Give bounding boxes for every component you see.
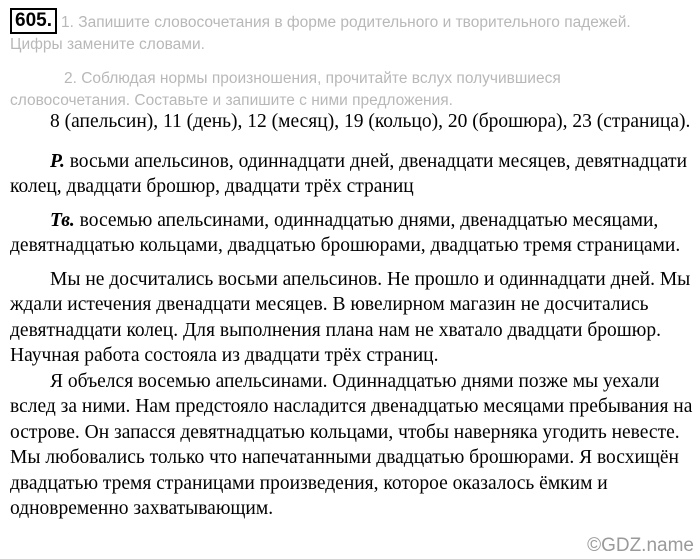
task-instruction-2: 2. Соблюдая нормы произношения, прочитайте вслух получившиеся словосочетания. Составьте и запишите с ними предложения. [10, 70, 561, 109]
instrumental-text: восемью апельсинами, одиннадцатью днями, двенадцатью месяцами, девятнадцатью кольцами, двадцатью брошюрами, двадцатью тремя страницами. [10, 209, 681, 256]
paragraph-genitive-sentences: Мы не досчитались восьми апельсинов. Не прошло и одиннадцати дней. Мы ждали истечения двенадцати месяцев. В ювелирном магазин не досчитались девятнадцати колец. Для выполнения плана нам не хватало двадцати брошюр. Научная работа состояла из двадцати трёх страниц. [10, 268, 691, 366]
answer-text [10, 109, 696, 522]
instrumental-label: Тв. [50, 209, 75, 231]
task-line-1 [10, 8, 680, 56]
task-instructions [10, 8, 680, 112]
task-number: 605. [10, 8, 57, 34]
watermark: ©GDZ.name [587, 535, 694, 556]
task-instruction-1: 1. Запишите словосочетания в форме родительного и творительного падежей. Цифры замените словами. [10, 14, 631, 53]
numbers-list: 8 (апельсин), 11 (день), 12 (месяц), 19 (кольцо), 20 (брошюра), 23 (страница). [50, 111, 691, 132]
instrumental-paragraph [10, 208, 696, 259]
genitive-text: восьми апельсинов, одиннадцати дней, двенадцати месяцев, девятнадцати колец, двадцати брошюр, двадцати трёх страниц [10, 150, 688, 197]
genitive-paragraph [10, 149, 696, 200]
paragraph-instrumental-sentences: Я объелся восемью апельсинами. Одиннадцатью днями позже мы уехали вслед за ними. Нам предстояло насладится двенадцатью месяцами пребывания на острове. Он запасся девятнадцатью кольцами, чтобы наверняка угодить невесте. Мы любовались только что напечатанными двадцатью брошюрами. Я восхищён двадцатью тремя страницами произведения, которое оказалось ёмким и одновременно захватывающим. [10, 370, 693, 519]
genitive-label: Р. [50, 150, 65, 172]
